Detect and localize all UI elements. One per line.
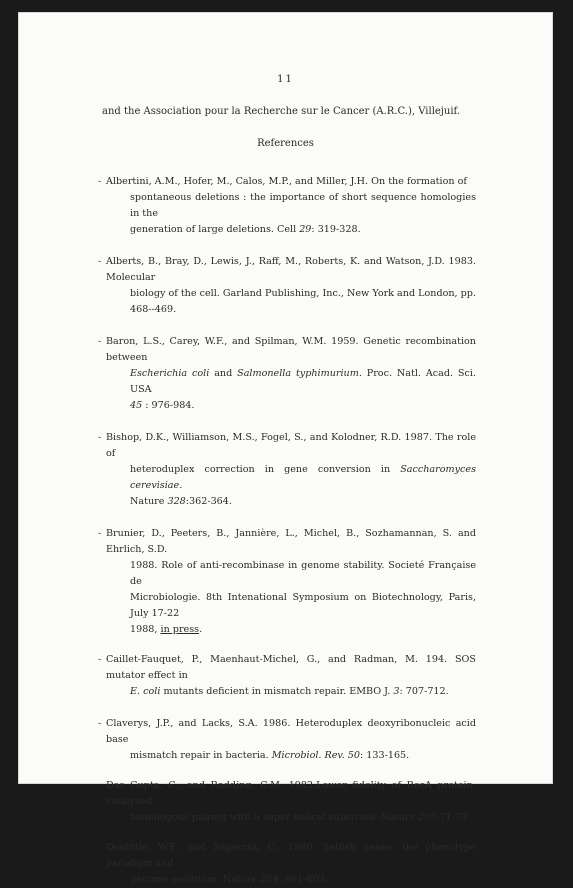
- reference-text: . Proc. Natl. Acad. Sci. USA: [130, 368, 476, 395]
- reference-text: Escherichia coli: [130, 368, 210, 379]
- reference-text: Caillet-Fauquet, P., Maenhaut-Michel, G., and Radman, M. 194. SOS mutator effect in: [106, 654, 476, 681]
- reference-dash: -: [98, 528, 102, 539]
- reference-entry: [98, 174, 476, 238]
- reference-text: genome evolution. Nature: [130, 874, 261, 885]
- reference-text: homologous pairing with a super helical substrate. Nature: [130, 812, 419, 823]
- reference-text: Claverys, J.P., and Lacks, S.A. 1986. Heteroduplex deoxyribonucleic acid base: [106, 718, 476, 745]
- reference-text: Microbiologie. 8th Intenational Symposium on Biotechnology, Paris, July 17-22: [130, 592, 476, 619]
- reference-text: : 133-165.: [360, 750, 410, 761]
- reference-text: Microbiol. Rev. 50: [271, 750, 361, 761]
- reference-text: 29: [299, 224, 312, 235]
- reference-text: 295: [418, 812, 437, 823]
- reference-text: 45: [130, 400, 143, 411]
- reference-text: Brunier, D., Peeters, B., Jannière, L., Michel, B., Sozhamannan, S. and Ehrlich, S.D.: [106, 528, 476, 555]
- reference-dash: -: [98, 842, 102, 853]
- reference-text: Albertini, A.M., Hofer, M., Calos, M.P., and Miller, J.H. On the formation of: [106, 176, 467, 187]
- reference-line: [98, 302, 476, 318]
- reference-text: 1988. Role of anti-recombinase in genome stability. Societé Française de: [130, 560, 476, 587]
- reference-dash: -: [98, 176, 102, 187]
- reference-text: : 601-603.: [278, 874, 328, 885]
- reference-text: 3: [393, 686, 400, 697]
- reference-text: E. coli: [130, 686, 161, 697]
- reference-line: [98, 334, 476, 366]
- reference-line: [98, 222, 476, 238]
- reference-entry: [98, 840, 476, 888]
- reference-text: : 319-328.: [311, 224, 361, 235]
- reference-text: Nature: [130, 496, 168, 507]
- reference-line: [98, 494, 476, 510]
- reference-line: [98, 778, 476, 810]
- reference-entry: [98, 334, 476, 414]
- reference-line: [98, 840, 476, 872]
- reference-entry: [98, 526, 476, 638]
- page-number: 11: [277, 74, 294, 85]
- reference-text: mutants deficient in mismatch repair. EMBO J.: [160, 686, 394, 697]
- reference-entry: [98, 652, 476, 700]
- reference-line: [98, 366, 476, 398]
- reference-line: [98, 558, 476, 590]
- reference-line: [98, 872, 476, 888]
- reference-text: : 976-984.: [142, 400, 195, 411]
- reference-text: spontaneous deletions : the importance of short sequence homologies in the: [130, 192, 476, 219]
- reference-line: [98, 716, 476, 748]
- references-heading: References: [257, 138, 314, 149]
- reference-text: Doolittle, W.F., and Sapienza, C., 1980. Selfish genes, the phenotype paradigm and: [106, 842, 476, 869]
- reference-line: [98, 398, 476, 414]
- reference-text: biology of the cell. Garland Publishing, Inc., New York and London, pp.: [130, 288, 476, 299]
- reference-dash: -: [98, 654, 102, 665]
- reference-line: [98, 652, 476, 684]
- document-page: [18, 12, 553, 885]
- reference-text: and: [209, 368, 238, 379]
- reference-line: [98, 254, 476, 286]
- reference-entry: [98, 254, 476, 318]
- reference-line: [98, 684, 476, 700]
- reference-text: Bishop, D.K., Williamson, M.S., Fogel, S., and Kolodner, R.D. 1987. The role of: [106, 432, 476, 459]
- reference-text: 468--469.: [130, 304, 177, 315]
- reference-dash: -: [98, 432, 102, 443]
- reference-entry: [98, 716, 476, 764]
- reference-text: 284: [260, 874, 279, 885]
- reference-line: [98, 190, 476, 222]
- reference-line: [98, 462, 476, 494]
- reference-line: [98, 286, 476, 302]
- reference-line: [98, 430, 476, 462]
- reference-text: :71-73: [436, 812, 468, 823]
- reference-dash: -: [98, 718, 102, 729]
- reference-text: Saccharomyces cerevisiae.: [130, 464, 476, 491]
- reference-text: mismatch repair in bacteria.: [130, 750, 272, 761]
- reference-line: [98, 810, 476, 826]
- reference-line: [98, 174, 476, 190]
- intro-line: and the Association pour la Recherche sur le Cancer (A.R.C.), Villejuif.: [102, 106, 461, 117]
- reference-text: 1988,: [130, 624, 161, 635]
- reference-text: Baron, L.S., Carey, W.F., and Spilman, W.M. 1959. Genetic recombination between: [106, 336, 476, 363]
- reference-list: [98, 174, 476, 888]
- reference-text: Das Gupta, C., and Radding, C.M. 1982.Lower fidelity of RecA protein-catalysed: [106, 780, 476, 807]
- reference-text: generation of large deletions. Cell: [130, 224, 300, 235]
- reference-line: [98, 590, 476, 622]
- reference-entry: [98, 778, 476, 826]
- reference-text: heteroduplex correction in gene conversion in: [130, 464, 401, 475]
- reference-entry: [98, 430, 476, 510]
- reference-text: : 707-712.: [399, 686, 449, 697]
- reference-text: .: [199, 624, 203, 635]
- reference-text: :362-364.: [185, 496, 232, 507]
- reference-dash: -: [98, 336, 102, 347]
- reference-line: [98, 526, 476, 558]
- reference-line: [98, 748, 476, 764]
- reference-dash: -: [98, 780, 102, 791]
- reference-text: in press: [160, 624, 200, 635]
- reference-text: Salmonella typhimurium: [237, 368, 359, 379]
- reference-line: [98, 622, 476, 638]
- reference-dash: -: [98, 256, 102, 267]
- reference-text: Alberts, B., Bray, D., Lewis, J., Raff, M., Roberts, K. and Watson, J.D. 1983. Molecular: [106, 256, 476, 283]
- reference-text: 328: [167, 496, 186, 507]
